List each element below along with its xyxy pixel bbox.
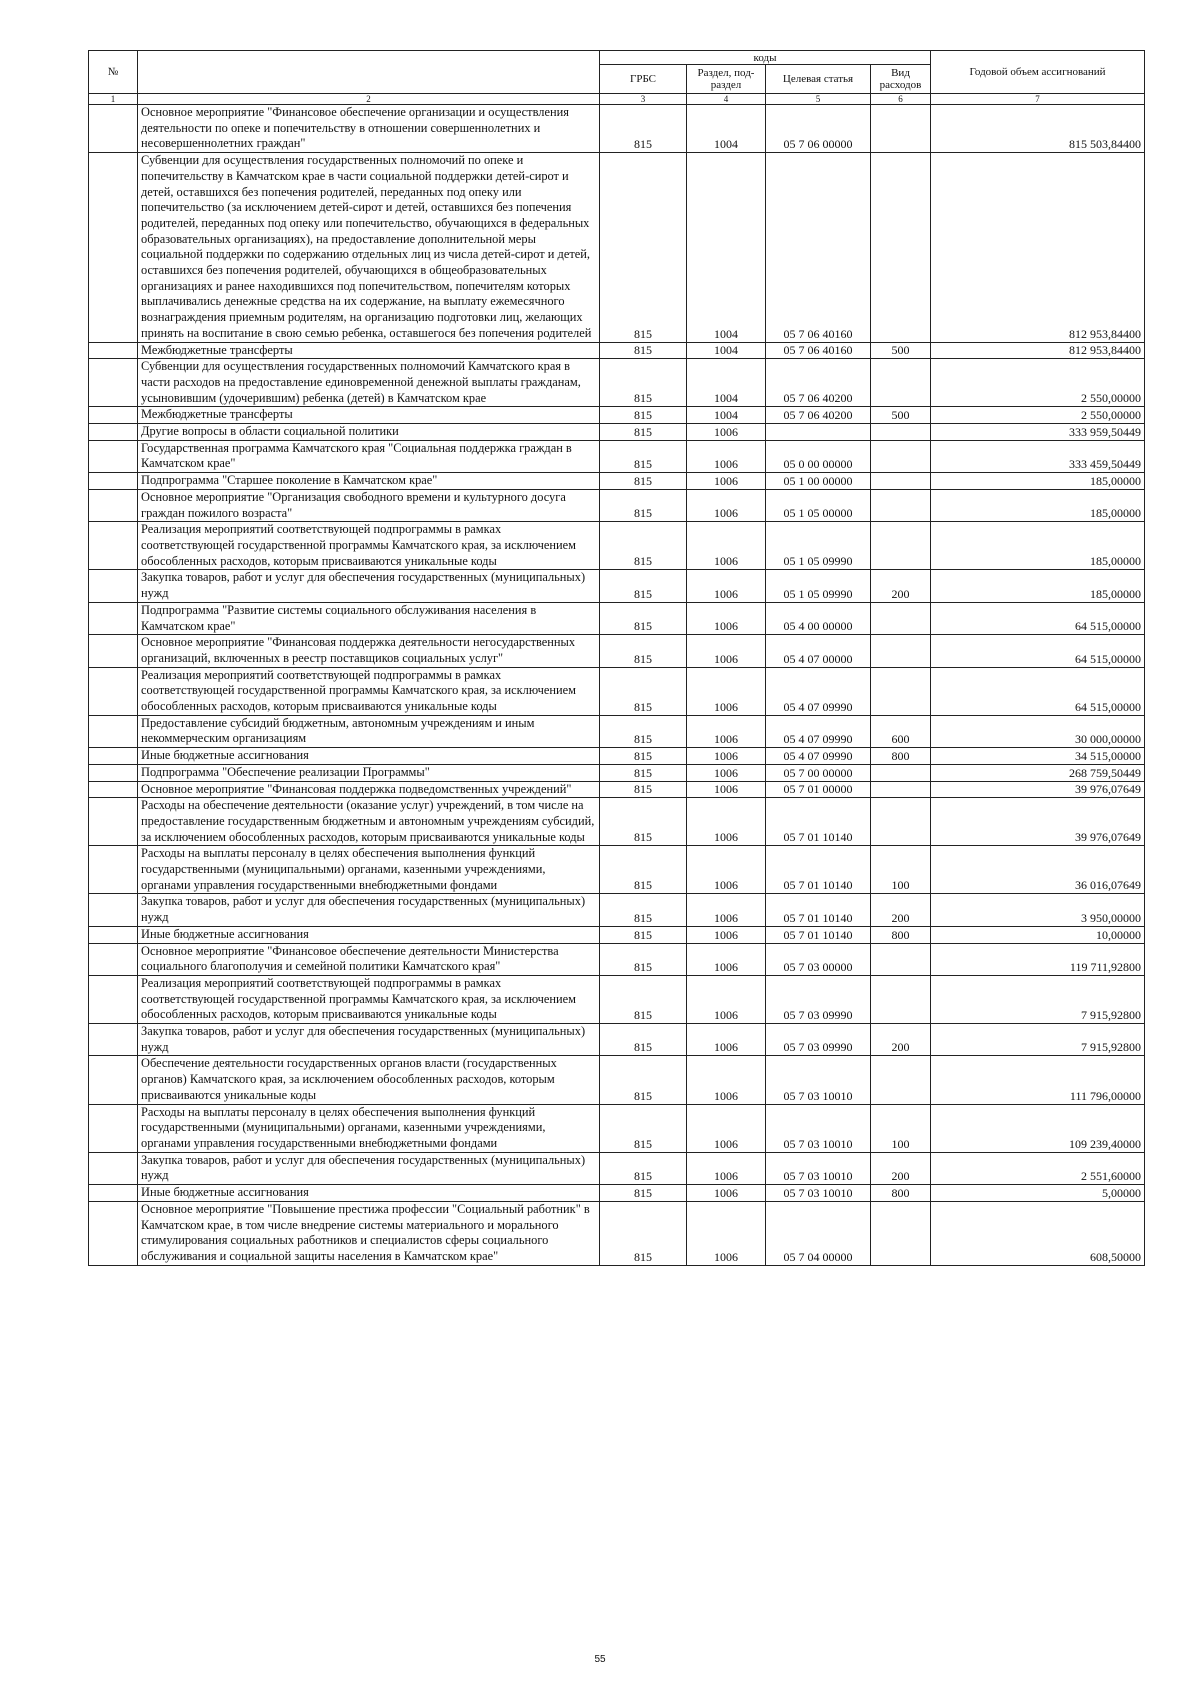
row-amount: 815 503,84400 xyxy=(931,105,1145,153)
table-row xyxy=(89,635,1145,667)
row-amount: 2 551,60000 xyxy=(931,1152,1145,1184)
table-row xyxy=(89,1104,1145,1152)
row-exp-type xyxy=(871,359,931,407)
table-row xyxy=(89,424,1145,441)
row-name: Подпрограмма "Развитие системы социального обслуживания населения в Камчатском крае" xyxy=(138,602,600,634)
row-grbs: 815 xyxy=(600,1185,687,1202)
row-section: 1006 xyxy=(687,522,766,570)
row-amount: 119 711,92800 xyxy=(931,943,1145,975)
row-amount: 7 915,92800 xyxy=(931,975,1145,1023)
row-exp-type xyxy=(871,798,931,846)
row-name: Реализация мероприятий соответствующей подпрограммы в рамках соответствующей государственной программы Камчатского края, за исключением обособленных расходов, которым присваиваются уникальные коды xyxy=(138,975,600,1023)
row-number xyxy=(89,342,138,359)
row-grbs: 815 xyxy=(600,342,687,359)
row-number xyxy=(89,781,138,798)
row-name: Закупка товаров, работ и услуг для обеспечения государственных (муниципальных) нужд xyxy=(138,1024,600,1056)
table-row xyxy=(89,926,1145,943)
row-name: Закупка товаров, работ и услуг для обеспечения государственных (муниципальных) нужд xyxy=(138,570,600,602)
table-row xyxy=(89,522,1145,570)
row-section: 1006 xyxy=(687,635,766,667)
row-section: 1006 xyxy=(687,602,766,634)
row-amount: 109 239,40000 xyxy=(931,1104,1145,1152)
row-name: Предоставление субсидий бюджетным, автономным учреждениям и иным некоммерческим организациям xyxy=(138,715,600,747)
row-number xyxy=(89,635,138,667)
row-name: Основное мероприятие "Финансовое обеспечение деятельности Министерства социального благополучия и семейной политики Камчатского края" xyxy=(138,943,600,975)
row-exp-type: 200 xyxy=(871,894,931,926)
row-target: 05 7 03 09990 xyxy=(766,975,871,1023)
table-row xyxy=(89,1024,1145,1056)
row-section: 1006 xyxy=(687,926,766,943)
row-section: 1006 xyxy=(687,943,766,975)
row-amount: 2 550,00000 xyxy=(931,407,1145,424)
row-amount: 333 459,50449 xyxy=(931,440,1145,472)
row-target: 05 7 03 00000 xyxy=(766,943,871,975)
row-name: Подпрограмма "Старшее поколение в Камчатском крае" xyxy=(138,473,600,490)
row-target: 05 7 01 10140 xyxy=(766,926,871,943)
table-row xyxy=(89,602,1145,634)
row-name: Закупка товаров, работ и услуг для обеспечения государственных (муниципальных) нужд xyxy=(138,1152,600,1184)
row-number xyxy=(89,894,138,926)
row-name: Межбюджетные трансферты xyxy=(138,342,600,359)
row-number xyxy=(89,424,138,441)
row-section: 1006 xyxy=(687,1201,766,1265)
row-number xyxy=(89,798,138,846)
row-target: 05 4 00 00000 xyxy=(766,602,871,634)
row-target: 05 7 03 10010 xyxy=(766,1104,871,1152)
row-target: 05 0 00 00000 xyxy=(766,440,871,472)
row-target: 05 7 04 00000 xyxy=(766,1201,871,1265)
table-row xyxy=(89,1056,1145,1104)
row-amount: 39 976,07649 xyxy=(931,798,1145,846)
row-section: 1006 xyxy=(687,473,766,490)
row-target: 05 1 05 00000 xyxy=(766,489,871,521)
row-target: 05 7 06 00000 xyxy=(766,105,871,153)
row-amount: 5,00000 xyxy=(931,1185,1145,1202)
row-exp-type xyxy=(871,781,931,798)
row-target: 05 4 07 09990 xyxy=(766,667,871,715)
row-target: 05 7 01 10140 xyxy=(766,798,871,846)
col-number: 5 xyxy=(766,94,871,105)
row-exp-type: 800 xyxy=(871,1185,931,1202)
row-exp-type: 800 xyxy=(871,748,931,765)
row-exp-type xyxy=(871,975,931,1023)
row-grbs: 815 xyxy=(600,667,687,715)
row-grbs: 815 xyxy=(600,798,687,846)
row-name: Подпрограмма "Обеспечение реализации Программы" xyxy=(138,764,600,781)
row-grbs: 815 xyxy=(600,1201,687,1265)
row-amount: 64 515,00000 xyxy=(931,635,1145,667)
row-name: Основное мероприятие "Организация свободного времени и культурного досуга граждан пожилого возраста" xyxy=(138,489,600,521)
row-grbs: 815 xyxy=(600,926,687,943)
row-exp-type xyxy=(871,440,931,472)
row-section: 1006 xyxy=(687,846,766,894)
row-exp-type xyxy=(871,522,931,570)
row-number xyxy=(89,1056,138,1104)
row-target: 05 7 03 10010 xyxy=(766,1185,871,1202)
row-amount: 39 976,07649 xyxy=(931,781,1145,798)
row-number xyxy=(89,440,138,472)
row-section: 1006 xyxy=(687,570,766,602)
row-number xyxy=(89,522,138,570)
row-section: 1006 xyxy=(687,424,766,441)
table-row xyxy=(89,489,1145,521)
row-grbs: 815 xyxy=(600,846,687,894)
table-row xyxy=(89,1152,1145,1184)
header-target: Целевая статья xyxy=(766,65,871,94)
row-grbs: 815 xyxy=(600,424,687,441)
row-number xyxy=(89,105,138,153)
row-target: 05 7 03 10010 xyxy=(766,1152,871,1184)
row-exp-type: 200 xyxy=(871,1152,931,1184)
row-number xyxy=(89,1152,138,1184)
row-number xyxy=(89,359,138,407)
row-exp-type: 500 xyxy=(871,407,931,424)
header-section: Раздел, под-раздел xyxy=(687,65,766,94)
row-name: Другие вопросы в области социальной политики xyxy=(138,424,600,441)
table-row xyxy=(89,570,1145,602)
row-number xyxy=(89,715,138,747)
row-target: 05 7 06 40160 xyxy=(766,153,871,342)
row-exp-type xyxy=(871,943,931,975)
row-target: 05 7 00 00000 xyxy=(766,764,871,781)
row-number xyxy=(89,1201,138,1265)
row-amount: 36 016,07649 xyxy=(931,846,1145,894)
row-grbs: 815 xyxy=(600,359,687,407)
row-grbs: 815 xyxy=(600,764,687,781)
row-grbs: 815 xyxy=(600,602,687,634)
row-grbs: 815 xyxy=(600,1104,687,1152)
row-section: 1004 xyxy=(687,407,766,424)
row-amount: 268 759,50449 xyxy=(931,764,1145,781)
row-target: 05 1 05 09990 xyxy=(766,570,871,602)
page-number: 55 xyxy=(594,1654,606,1665)
row-name: Межбюджетные трансферты xyxy=(138,407,600,424)
row-number xyxy=(89,748,138,765)
row-grbs: 815 xyxy=(600,1152,687,1184)
table-row xyxy=(89,748,1145,765)
row-number xyxy=(89,570,138,602)
row-name: Расходы на выплаты персоналу в целях обеспечения выполнения функций государственными (муниципальными) органами, казенными учреждениями, органами управления государственными внебюджетными фондами xyxy=(138,846,600,894)
row-number xyxy=(89,943,138,975)
row-exp-type: 500 xyxy=(871,342,931,359)
row-amount: 64 515,00000 xyxy=(931,667,1145,715)
table-row xyxy=(89,153,1145,342)
table-row xyxy=(89,764,1145,781)
table-header xyxy=(89,51,1145,105)
row-number xyxy=(89,473,138,490)
row-exp-type xyxy=(871,105,931,153)
row-grbs: 815 xyxy=(600,489,687,521)
row-section: 1006 xyxy=(687,1104,766,1152)
row-name: Субвенции для осуществления государственных полномочий Камчатского края в части расходов на предоставление единовременной денежной выплаты гражданам, усыновившим (удочерившим) ребенка (детей) в Камчатском крае xyxy=(138,359,600,407)
header-grbs: ГРБС xyxy=(600,65,687,94)
row-target: 05 7 03 10010 xyxy=(766,1056,871,1104)
row-name: Реализация мероприятий соответствующей подпрограммы в рамках соответствующей государственной программы Камчатского края, за исключением обособленных расходов, которым присваиваются уникальные коды xyxy=(138,667,600,715)
row-amount: 7 915,92800 xyxy=(931,1024,1145,1056)
row-section: 1006 xyxy=(687,1152,766,1184)
row-section: 1006 xyxy=(687,667,766,715)
row-section: 1006 xyxy=(687,798,766,846)
table-row xyxy=(89,1201,1145,1265)
row-grbs: 815 xyxy=(600,1056,687,1104)
row-number xyxy=(89,153,138,342)
row-number xyxy=(89,489,138,521)
row-exp-type xyxy=(871,635,931,667)
row-name: Иные бюджетные ассигнования xyxy=(138,748,600,765)
col-number: 7 xyxy=(931,94,1145,105)
header-column-numbers xyxy=(89,94,1145,105)
row-section: 1006 xyxy=(687,489,766,521)
row-target: 05 7 01 00000 xyxy=(766,781,871,798)
row-grbs: 815 xyxy=(600,522,687,570)
row-amount: 812 953,84400 xyxy=(931,342,1145,359)
budget-table xyxy=(88,50,1145,1266)
table-row xyxy=(89,105,1145,153)
row-grbs: 815 xyxy=(600,1024,687,1056)
table-row xyxy=(89,359,1145,407)
row-target: 05 7 06 40160 xyxy=(766,342,871,359)
table-body xyxy=(89,105,1145,1266)
row-exp-type: 200 xyxy=(871,1024,931,1056)
row-section: 1006 xyxy=(687,1024,766,1056)
row-name: Иные бюджетные ассигнования xyxy=(138,926,600,943)
row-number xyxy=(89,407,138,424)
row-exp-type xyxy=(871,764,931,781)
row-section: 1004 xyxy=(687,105,766,153)
table-row xyxy=(89,781,1145,798)
row-number xyxy=(89,602,138,634)
row-section: 1006 xyxy=(687,1056,766,1104)
table-row xyxy=(89,342,1145,359)
row-name: Расходы на обеспечение деятельности (оказание услуг) учреждений, в том числе на предоставление государственным бюджетным и автономным учреждениям субсидий, за исключением обособленных расходов, которым присваиваются уникальные коды xyxy=(138,798,600,846)
row-amount: 185,00000 xyxy=(931,489,1145,521)
row-name: Основное мероприятие "Финансовая поддержка подведомственных учреждений" xyxy=(138,781,600,798)
row-target: 05 7 06 40200 xyxy=(766,407,871,424)
row-grbs: 815 xyxy=(600,440,687,472)
row-grbs: 815 xyxy=(600,570,687,602)
table-row xyxy=(89,715,1145,747)
row-amount: 185,00000 xyxy=(931,570,1145,602)
row-name: Иные бюджетные ассигнования xyxy=(138,1185,600,1202)
row-exp-type xyxy=(871,424,931,441)
row-amount: 3 950,00000 xyxy=(931,894,1145,926)
row-name: Обеспечение деятельности государственных органов власти (государственных органов) Камчатского края, за исключением обособленных расходов, которым присваиваются уникальные коды xyxy=(138,1056,600,1104)
row-number xyxy=(89,1024,138,1056)
row-amount: 10,00000 xyxy=(931,926,1145,943)
row-grbs: 815 xyxy=(600,943,687,975)
row-amount: 34 515,00000 xyxy=(931,748,1145,765)
row-grbs: 815 xyxy=(600,715,687,747)
row-amount: 333 959,50449 xyxy=(931,424,1145,441)
row-target xyxy=(766,424,871,441)
row-grbs: 815 xyxy=(600,748,687,765)
row-name: Реализация мероприятий соответствующей подпрограммы в рамках соответствующей государственной программы Камчатского края, за исключением обособленных расходов, которым присваиваются уникальные коды xyxy=(138,522,600,570)
row-section: 1006 xyxy=(687,715,766,747)
row-amount: 812 953,84400 xyxy=(931,153,1145,342)
header-name xyxy=(138,51,600,94)
row-grbs: 815 xyxy=(600,105,687,153)
row-number xyxy=(89,926,138,943)
row-amount: 185,00000 xyxy=(931,473,1145,490)
row-target: 05 4 07 00000 xyxy=(766,635,871,667)
row-section: 1004 xyxy=(687,359,766,407)
row-section: 1004 xyxy=(687,153,766,342)
row-name: Расходы на выплаты персоналу в целях обеспечения выполнения функций государственными (муниципальными) органами, казенными учреждениями, органами управления государственными внебюджетными фондами xyxy=(138,1104,600,1152)
row-number xyxy=(89,1185,138,1202)
row-exp-type xyxy=(871,602,931,634)
table-row xyxy=(89,975,1145,1023)
row-number xyxy=(89,846,138,894)
row-number xyxy=(89,975,138,1023)
row-target: 05 1 00 00000 xyxy=(766,473,871,490)
row-exp-type: 100 xyxy=(871,1104,931,1152)
row-exp-type xyxy=(871,473,931,490)
row-name: Государственная программа Камчатского края "Социальная поддержка граждан в Камчатском крае" xyxy=(138,440,600,472)
row-grbs: 815 xyxy=(600,975,687,1023)
row-target: 05 7 01 10140 xyxy=(766,894,871,926)
row-exp-type: 800 xyxy=(871,926,931,943)
row-number xyxy=(89,1104,138,1152)
row-name: Основное мероприятие "Финансовое обеспечение организации и осуществления деятельности по опеке и попечительству в отношении совершеннолетних и несовершеннолетних граждан" xyxy=(138,105,600,153)
row-amount: 30 000,00000 xyxy=(931,715,1145,747)
col-number: 1 xyxy=(89,94,138,105)
table-row xyxy=(89,473,1145,490)
row-name: Основное мероприятие "Финансовая поддержка деятельности негосударственных организаций, включенных в реестр поставщиков социальных услуг" xyxy=(138,635,600,667)
table-row xyxy=(89,943,1145,975)
row-target: 05 4 07 09990 xyxy=(766,715,871,747)
col-number: 6 xyxy=(871,94,931,105)
header-amount: Годовой объем ассигнований xyxy=(931,51,1145,94)
row-target: 05 7 06 40200 xyxy=(766,359,871,407)
row-grbs: 815 xyxy=(600,894,687,926)
row-section: 1006 xyxy=(687,975,766,1023)
row-name: Субвенции для осуществления государственных полномочий по опеке и попечительству в Камчатском крае в части социальной поддержки детей-сирот и детей, оставшихся без попечения родителей, переданных под опеку или попечительство (за исключением детей-сирот и детей, оставшихся без попечения родителей, переданных под опеку или попечительство, обучающихся в федеральных образовательных организациях), на предоставление дополнительной меры социальной поддержки по содержанию отдельных лиц из числа детей-сирот и детей, оставшихся без попечения родителей, обучающихся в общеобразовательных организациях и ранее находившихся под попечительством, попечителям которых выплачивались денежные средства на их содержание, на выплату ежемесячного вознаграждения приемным родителям, на организацию подготовки лиц, желающих принять на воспитание в свою семью ребенка, оставшегося без попечения родителей xyxy=(138,153,600,342)
row-number xyxy=(89,667,138,715)
header-exp-type: Вид расходов xyxy=(871,65,931,94)
row-section: 1006 xyxy=(687,764,766,781)
row-section: 1006 xyxy=(687,1185,766,1202)
row-exp-type xyxy=(871,153,931,342)
row-grbs: 815 xyxy=(600,407,687,424)
table-row xyxy=(89,407,1145,424)
col-number: 2 xyxy=(138,94,600,105)
row-amount: 608,50000 xyxy=(931,1201,1145,1265)
row-exp-type: 600 xyxy=(871,715,931,747)
row-amount: 64 515,00000 xyxy=(931,602,1145,634)
row-exp-type xyxy=(871,1201,931,1265)
row-exp-type: 200 xyxy=(871,570,931,602)
row-section: 1006 xyxy=(687,440,766,472)
table-row xyxy=(89,894,1145,926)
row-name: Закупка товаров, работ и услуг для обеспечения государственных (муниципальных) нужд xyxy=(138,894,600,926)
row-grbs: 815 xyxy=(600,781,687,798)
budget-sheet xyxy=(88,50,1144,1266)
row-grbs: 815 xyxy=(600,635,687,667)
col-number: 4 xyxy=(687,94,766,105)
table-row xyxy=(89,846,1145,894)
row-amount: 2 550,00000 xyxy=(931,359,1145,407)
row-exp-type xyxy=(871,1056,931,1104)
row-section: 1006 xyxy=(687,894,766,926)
row-section: 1006 xyxy=(687,781,766,798)
row-exp-type xyxy=(871,489,931,521)
row-target: 05 7 03 09990 xyxy=(766,1024,871,1056)
header-codes: коды xyxy=(600,51,931,65)
table-row xyxy=(89,667,1145,715)
row-exp-type: 100 xyxy=(871,846,931,894)
table-row xyxy=(89,798,1145,846)
row-target: 05 1 05 09990 xyxy=(766,522,871,570)
row-amount: 185,00000 xyxy=(931,522,1145,570)
row-number xyxy=(89,764,138,781)
row-exp-type xyxy=(871,667,931,715)
row-target: 05 7 01 10140 xyxy=(766,846,871,894)
row-target: 05 4 07 09990 xyxy=(766,748,871,765)
row-grbs: 815 xyxy=(600,473,687,490)
row-grbs: 815 xyxy=(600,153,687,342)
row-section: 1006 xyxy=(687,748,766,765)
table-row xyxy=(89,440,1145,472)
header-num: № xyxy=(89,51,138,94)
row-name: Основное мероприятие "Повышение престижа профессии "Социальный работник" в Камчатском крае, в том числе внедрение системы материального и морального стимулирования социальных работников и специалистов сферы социального обслуживания и социальной защиты населения в Камчатском крае" xyxy=(138,1201,600,1265)
col-number: 3 xyxy=(600,94,687,105)
row-section: 1004 xyxy=(687,342,766,359)
row-amount: 111 796,00000 xyxy=(931,1056,1145,1104)
table-row xyxy=(89,1185,1145,1202)
